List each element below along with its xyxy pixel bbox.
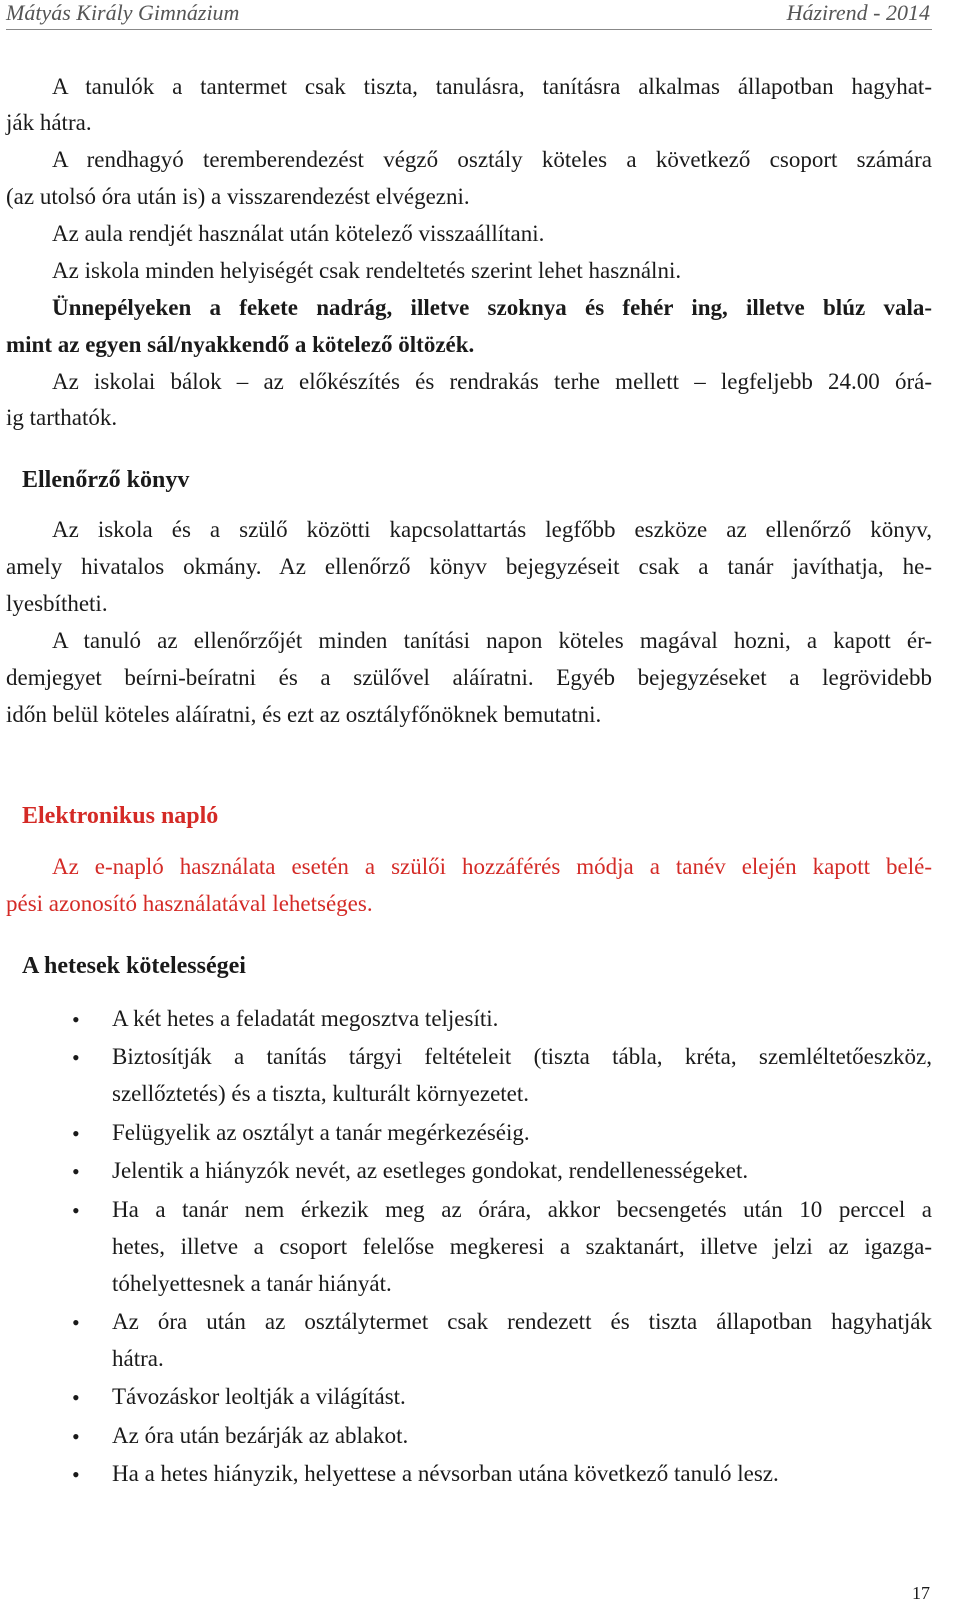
bullet-icon: • xyxy=(72,1310,80,1335)
bullet-icon: • xyxy=(72,1424,80,1449)
list-item: Jelentik a hiányzók nevét, az esetleges gondokat, rendellenességeket. xyxy=(112,1158,749,1183)
paragraph-line: lyesbítheti. xyxy=(6,591,108,616)
list-item-continuation: hátra. xyxy=(112,1346,164,1371)
paragraph-line: amely hivatalos okmány. Az ellenőrző könyv bejegyzéseit csak a tanár javíthatja, he- xyxy=(6,554,932,579)
bullet-icon: • xyxy=(72,1462,80,1487)
paragraph-line: pési azonosító használatával lehetséges. xyxy=(6,891,373,916)
bullet-icon: • xyxy=(72,1007,80,1032)
list-item-continuation: tóhelyettesnek a tanár hiányát. xyxy=(112,1271,392,1296)
list-item: Biztosítják a tanítás tárgyi feltételeit (tiszta tábla, kréta, szemléltetőeszköz, xyxy=(112,1044,932,1069)
bullet-icon: • xyxy=(72,1121,80,1146)
paragraph-line: Az iskolai bálok – az előkészítés és rendrakás terhe mellett – legfeljebb 24.00 órá- xyxy=(52,369,932,394)
paragraph-line: Az e-napló használata esetén a szülői hozzáférés módja a tanév elején kapott belé- xyxy=(52,854,932,879)
list-item-continuation: szellőztetés) és a tiszta, kulturált környezetet. xyxy=(112,1081,530,1106)
section-heading-enaplo: Elektronikus napló xyxy=(22,803,219,829)
list-item: Ha a tanár nem érkezik meg az órára, akkor becsengetés után 10 perccel a xyxy=(112,1197,932,1222)
list-item: A két hetes a feladatát megosztva teljesíti. xyxy=(112,1006,499,1031)
bullet-icon: • xyxy=(72,1198,80,1223)
paragraph-line: ig tarthatók. xyxy=(6,405,118,430)
list-item: Felügyelik az osztályt a tanár megérkezéséig. xyxy=(112,1120,530,1145)
paragraph-line: A rendhagyó teremberendezést végző osztály köteles a következő csoport számára xyxy=(52,147,932,172)
section-heading-ellenorzo: Ellenőrző könyv xyxy=(22,467,190,493)
list-item-continuation: hetes, illetve a csoport felelőse megkeresi a szaktanárt, illetve jelzi az igazga- xyxy=(112,1234,932,1259)
list-item: Az óra után bezárják az ablakot. xyxy=(112,1423,409,1448)
paragraph-line: ják hátra. xyxy=(6,110,92,135)
list-item: Távozáskor leoltják a világítást. xyxy=(112,1384,406,1409)
header-rule xyxy=(6,29,932,30)
paragraph-line: A tanuló az ellenőrzőjét minden tanítási napon köteles magával hozni, a kapott ér- xyxy=(52,628,932,653)
list-item: Ha a hetes hiányzik, helyettese a névsorban utána következő tanuló lesz. xyxy=(112,1461,779,1486)
paragraph-line: Az aula rendjét használat után kötelező visszaállítani. xyxy=(52,221,545,246)
paragraph-line: Ünnepélyeken a fekete nadrág, illetve szoknya és fehér ing, illetve blúz vala- xyxy=(52,295,932,320)
section-heading-hetesek: A hetesek kötelességei xyxy=(22,953,246,979)
paragraph-line: demjegyet beírni-beíratni és a szülővel aláíratni. Egyéb bejegyzéseket a legrövidebb xyxy=(6,665,932,690)
paragraph-line: Az iskola minden helyiségét csak rendeltetés szerint lehet használni. xyxy=(52,258,682,283)
paragraph-line: (az utolsó óra után is) a visszarendezést elvégezni. xyxy=(6,184,470,209)
header-document-title: Házirend - 2014 xyxy=(786,0,930,25)
list-item: Az óra után az osztálytermet csak rendezett és tiszta állapotban hagyhatják xyxy=(112,1309,932,1334)
header-school-name: Mátyás Király Gimnázium xyxy=(6,0,240,25)
page-number: 17 xyxy=(912,1583,930,1603)
bullet-icon: • xyxy=(72,1159,80,1184)
paragraph-line: időn belül köteles aláíratni, és ezt az osztályfőnöknek bemutatni. xyxy=(6,702,602,727)
paragraph-line: A tanulók a tantermet csak tiszta, tanulásra, tanításra alkalmas állapotban hagyhat- xyxy=(52,74,932,99)
bullet-icon: • xyxy=(72,1045,80,1070)
paragraph-line: Az iskola és a szülő közötti kapcsolattartás legfőbb eszköze az ellenőrző könyv, xyxy=(52,517,932,542)
bullet-icon: • xyxy=(72,1385,80,1410)
paragraph-line: mint az egyen sál/nyakkendő a kötelező öltözék. xyxy=(6,332,475,357)
